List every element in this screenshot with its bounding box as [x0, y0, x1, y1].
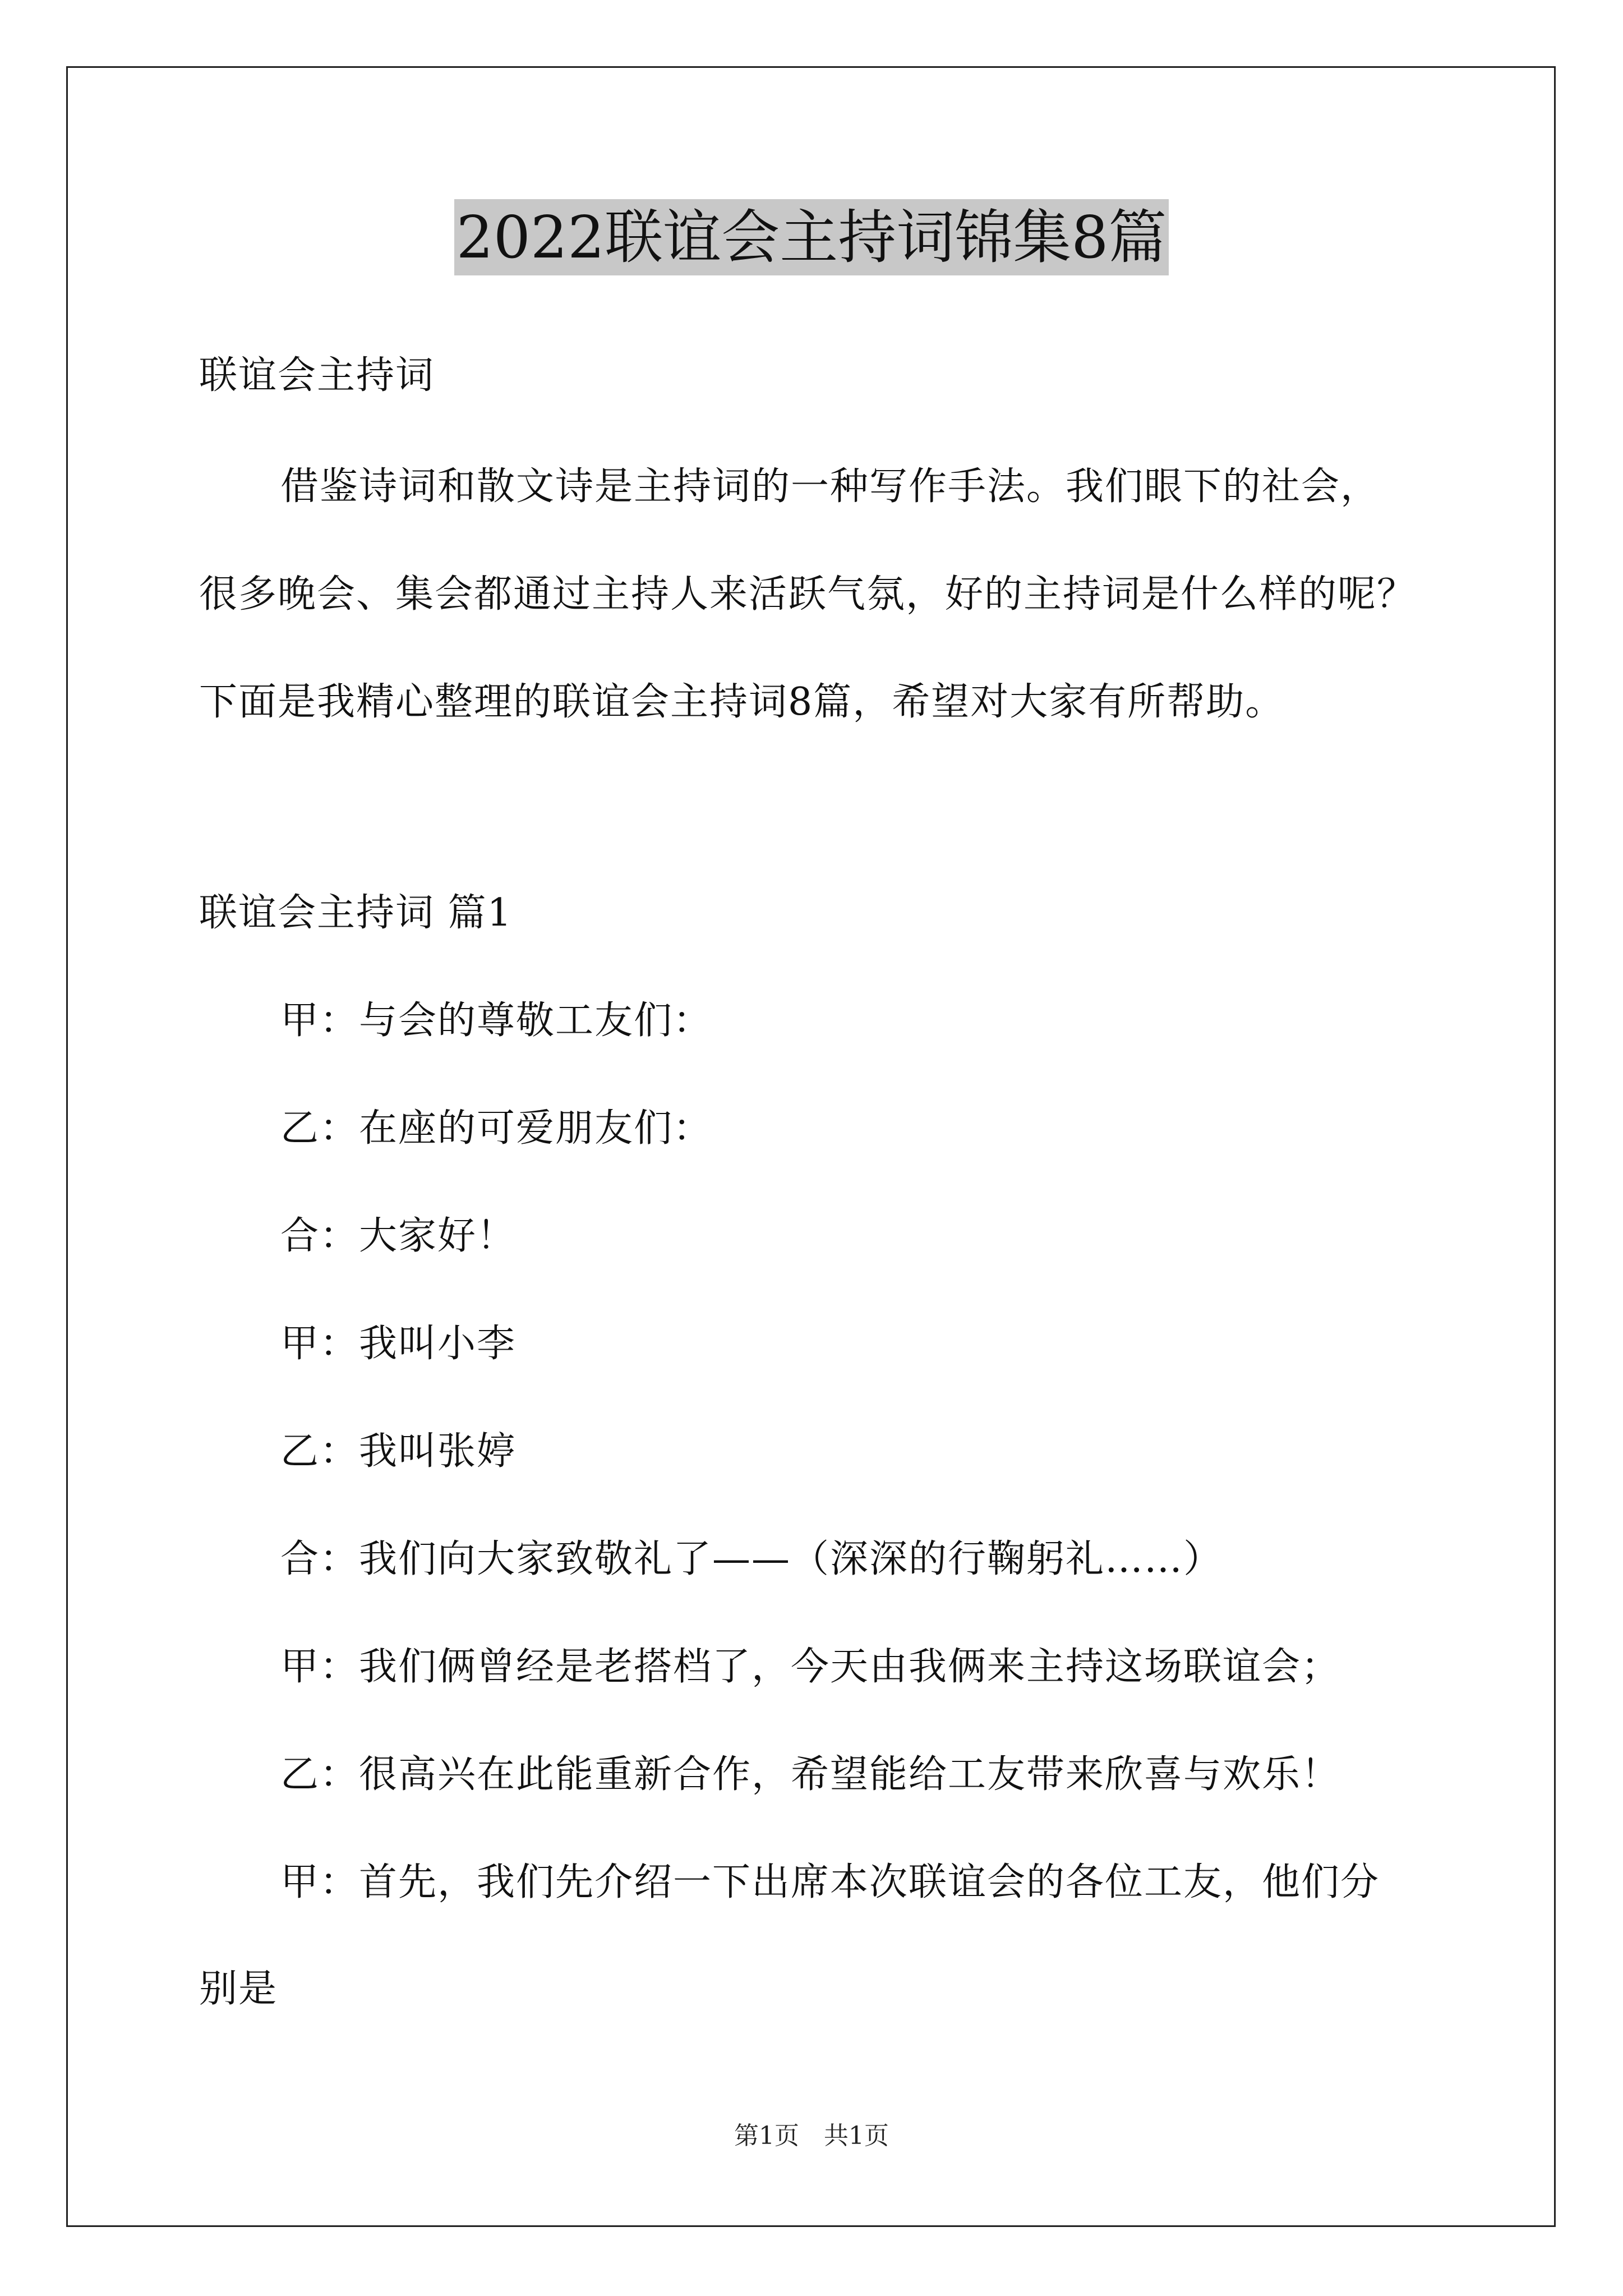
document-title: 2022联谊会主持词锦集8篇 [454, 199, 1169, 275]
dialogue-line: 甲：首先，我们先介绍一下出席本次联谊会的各位工友，他们分 [280, 1860, 1380, 1904]
section-heading: 联谊会主持词 [199, 353, 435, 398]
dialogue-line: 合：大家好！ [280, 1214, 517, 1258]
paragraph-line: 很多晚会、集会都通过主持人来活跃气氛，好的主持词是什么样的呢？ [199, 572, 1417, 616]
paragraph-line: 借鉴诗词和散文诗是主持词的一种写作手法。我们眼下的社会， [280, 464, 1380, 509]
title-container [0, 199, 1623, 275]
paragraph-line: 下面是我精心整理的联谊会主持词8篇，希望对大家有所帮助。 [199, 680, 1285, 724]
page-footer: 第1页 共1页 [734, 2122, 889, 2150]
dialogue-line: 合：我们向大家致敬礼了——（深深的行鞠躬礼……） [280, 1537, 1223, 1581]
dialogue-line: 甲：我叫小李 [280, 1322, 517, 1366]
dialogue-line: 乙：我叫张婷 [280, 1429, 517, 1474]
section-heading: 联谊会主持词 篇1 [199, 891, 513, 935]
dialogue-line: 甲：我们俩曾经是老搭档了，今天由我俩来主持这场联谊会； [280, 1645, 1341, 1689]
dialogue-line: 乙：在座的可爱朋友们： [280, 1106, 713, 1151]
dialogue-line: 甲：与会的尊敬工友们： [280, 999, 713, 1043]
dialogue-line: 别是 [199, 1967, 278, 2011]
dialogue-line: 乙：很高兴在此能重新合作，希望能给工友带来欣喜与欢乐！ [280, 1752, 1341, 1797]
